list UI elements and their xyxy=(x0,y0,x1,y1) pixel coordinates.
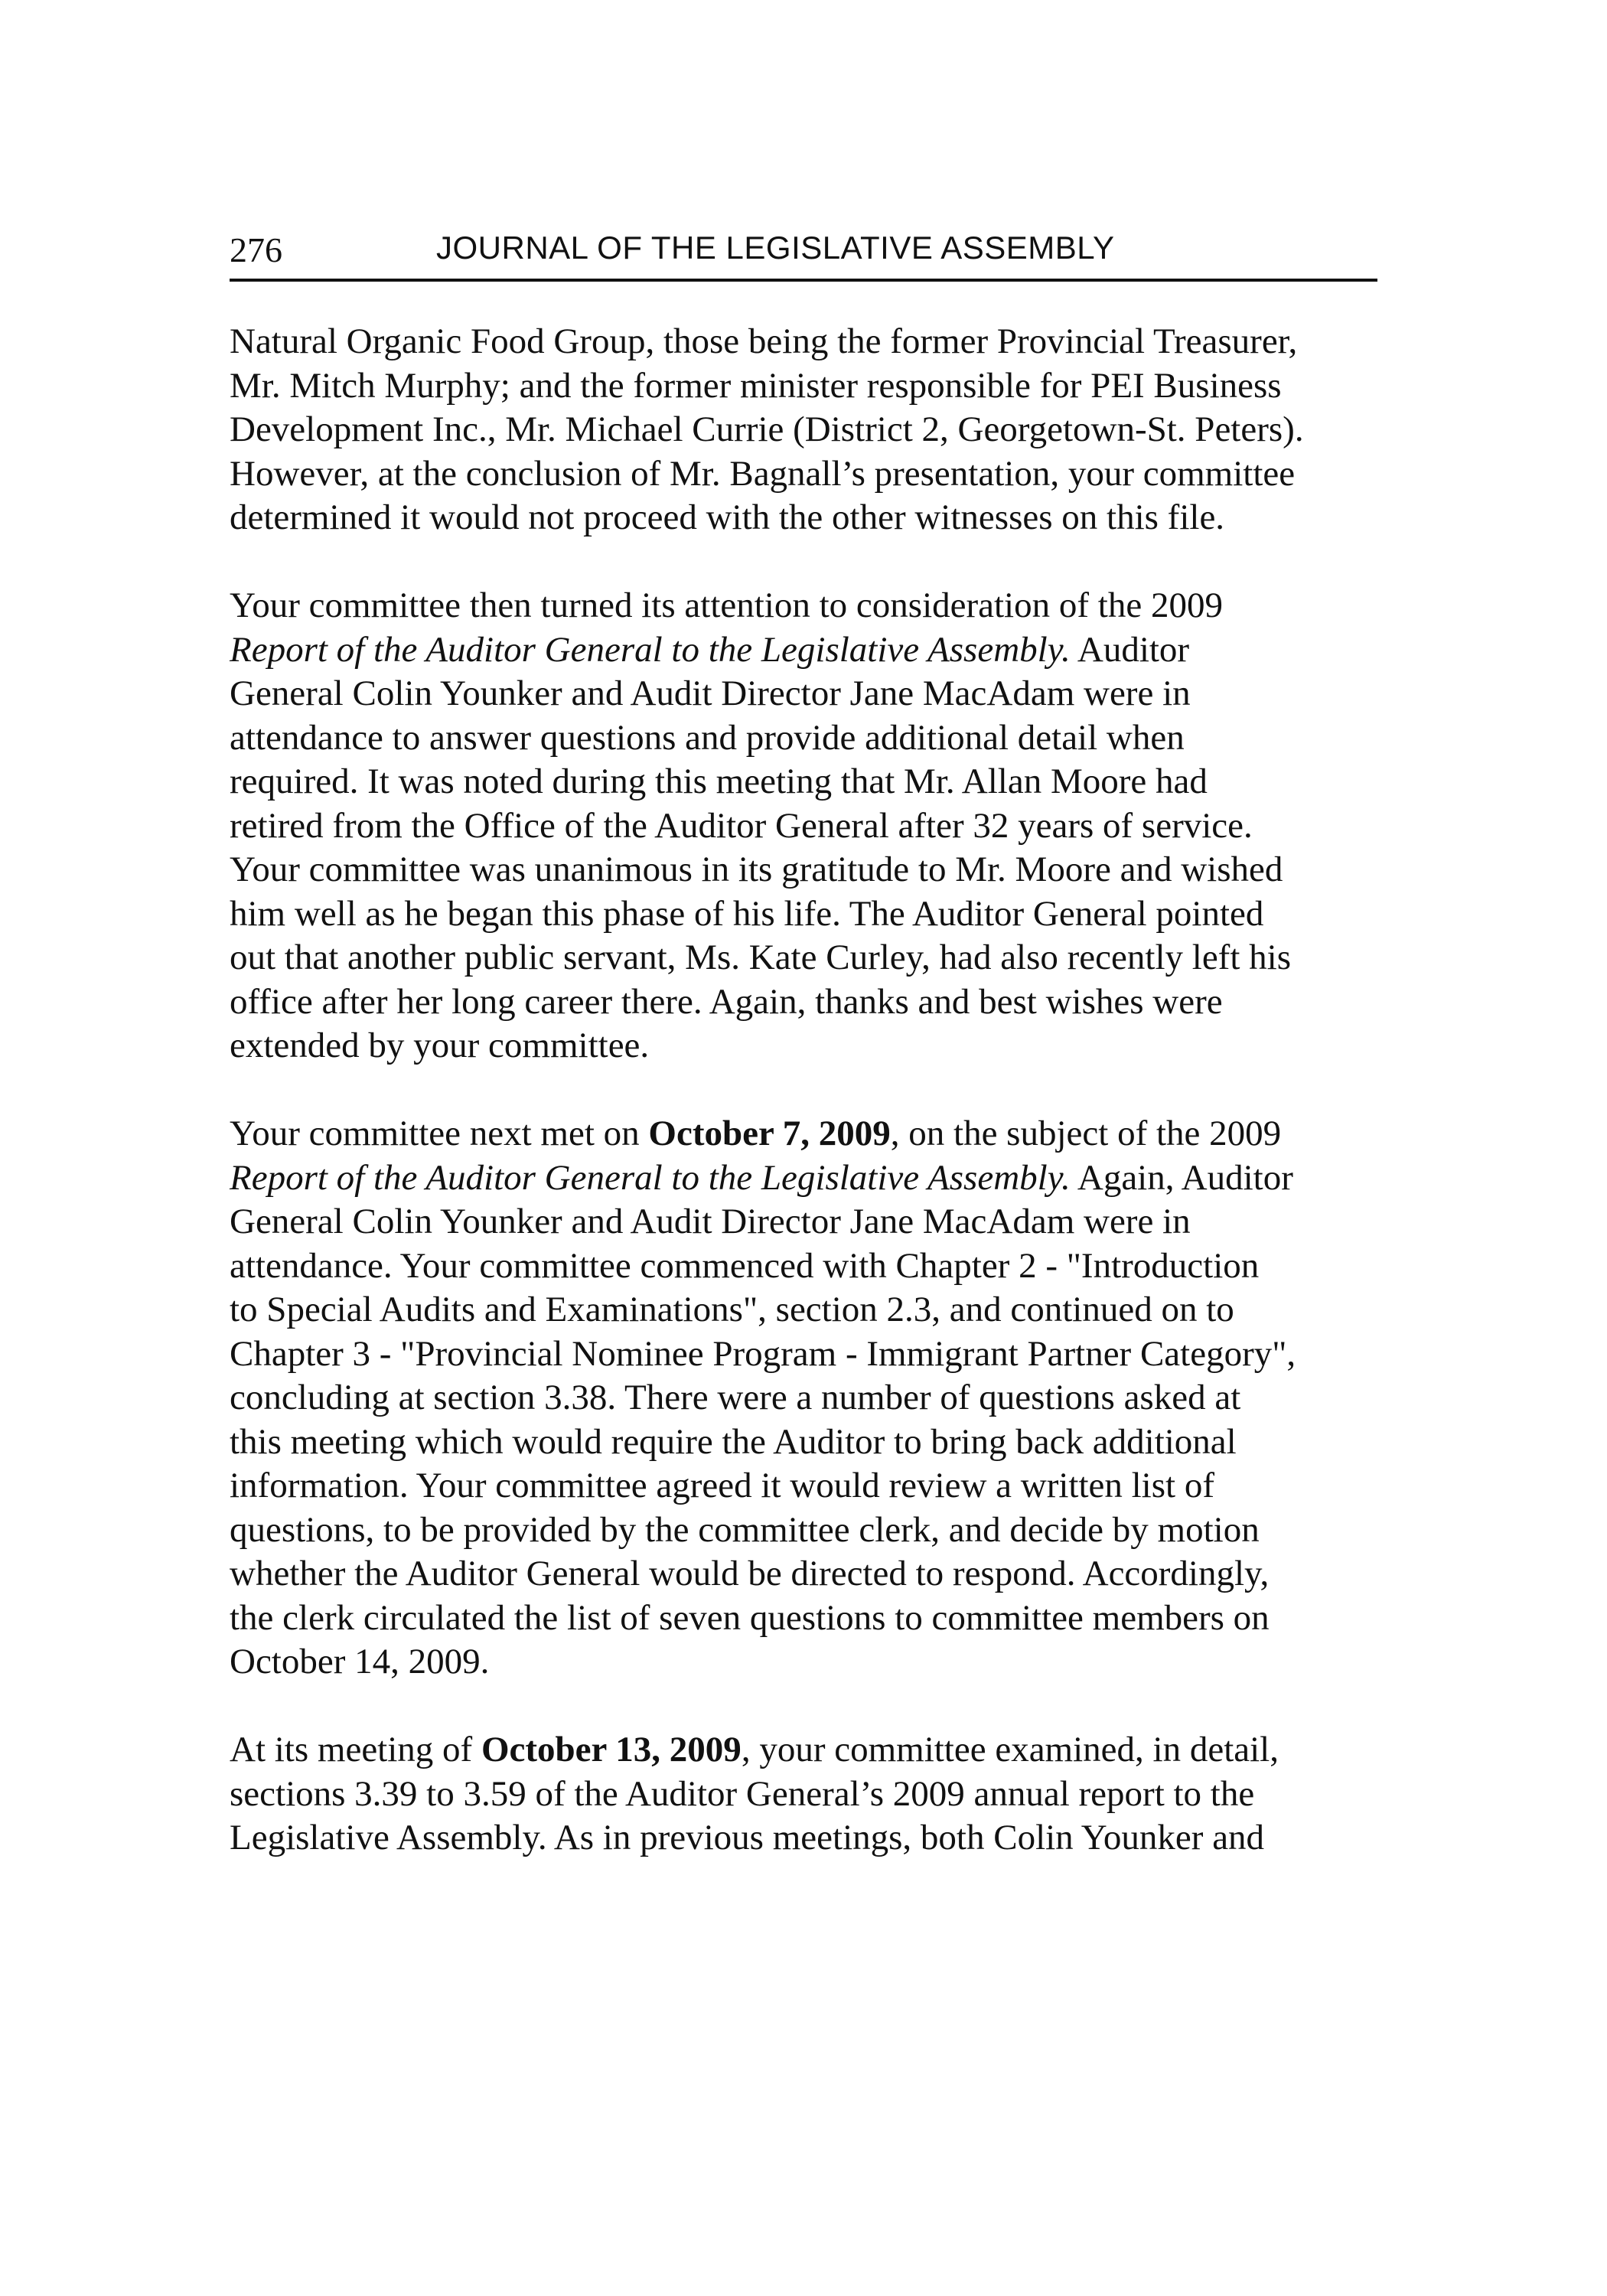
text-line: attendance. Your committee commenced with Chapter 2 - "Introduction xyxy=(230,1245,1260,1286)
text-line: this meeting which would require the Auditor to bring back additional xyxy=(230,1421,1237,1462)
text-line: determined it would not proceed with the other witnesses on this file. xyxy=(230,497,1225,537)
text-line: concluding at section 3.38. There were a number of questions asked at xyxy=(230,1378,1241,1417)
text-line: However, at the conclusion of Mr. Bagnall’s presentation, your committee xyxy=(230,453,1296,494)
text-line: Natural Organic Food Group, those being the former Provincial Treasurer, xyxy=(230,321,1298,361)
page-header xyxy=(230,223,1377,282)
text-line xyxy=(230,628,1393,673)
body-text xyxy=(230,320,1393,1904)
text-line: Legislative Assembly. As in previous meetings, both Colin Younker and xyxy=(230,1818,1265,1857)
report-title: Report of the Auditor General to the Legislative Assembly. xyxy=(230,629,1071,670)
text-line: out that another public servant, Ms. Kate Curley, had also recently left his xyxy=(230,938,1291,977)
text-line: sections 3.39 to 3.59 of the Auditor General’s 2009 annual report to the xyxy=(230,1773,1255,1814)
text-line: questions, to be provided by the committee clerk, and decide by motion xyxy=(230,1509,1260,1550)
text-run: At its meeting of xyxy=(230,1730,481,1769)
text-line: General Colin Younker and Audit Director Jane MacAdam were in xyxy=(230,1202,1191,1241)
text-run: , your committee examined, in detail, xyxy=(741,1730,1279,1769)
text-run: , on the subject of the 2009 xyxy=(890,1114,1282,1153)
paragraph-3 xyxy=(230,1112,1393,1684)
text-run: Auditor xyxy=(1070,629,1190,670)
page-number: 276 xyxy=(230,230,282,269)
meeting-date: October 7, 2009 xyxy=(648,1114,891,1153)
text-line: required. It was noted during this meeting that Mr. Allan Moore had xyxy=(230,762,1208,801)
text-line: office after her long career there. Again, thanks and best wishes were xyxy=(230,981,1223,1022)
text-line xyxy=(230,1728,1393,1773)
text-line: Development Inc., Mr. Michael Currie (District 2, Georgetown-St. Peters). xyxy=(230,409,1304,449)
running-head: JOURNAL OF THE LEGISLATIVE ASSEMBLY xyxy=(436,230,1115,266)
paragraph-4 xyxy=(230,1728,1393,1861)
text-line xyxy=(230,1112,1393,1156)
text-line: October 14, 2009. xyxy=(230,1642,490,1681)
meeting-date: October 13, 2009 xyxy=(481,1730,742,1769)
text-line: to Special Audits and Examinations", section 2.3, and continued on to xyxy=(230,1290,1234,1329)
text-line: Chapter 3 - "Provincial Nominee Program - Immigrant Partner Category", xyxy=(230,1333,1296,1374)
text-line: Your committee was unanimous in its gratitude to Mr. Moore and wished xyxy=(230,850,1283,889)
report-title: Report of the Auditor General to the Legislative Assembly. xyxy=(230,1157,1071,1198)
paragraph-2 xyxy=(230,584,1393,1068)
text-line: information. Your committee agreed it would review a written list of xyxy=(230,1466,1214,1505)
text-line: Your committee then turned its attention to consideration of the 2009 xyxy=(230,585,1223,625)
text-line: retired from the Office of the Auditor General after 32 years of service. xyxy=(230,805,1253,846)
text-line: Mr. Mitch Murphy; and the former minister responsible for PEI Business xyxy=(230,365,1282,406)
text-run: Your committee next met on xyxy=(230,1114,649,1153)
text-line: the clerk circulated the list of seven questions to committee members on xyxy=(230,1597,1270,1638)
text-line: whether the Auditor General would be directed to respond. Accordingly, xyxy=(230,1554,1270,1593)
text-run: Again, Auditor xyxy=(1070,1157,1293,1198)
paragraph-1 xyxy=(230,320,1393,540)
text-line xyxy=(230,1156,1393,1201)
text-line: him well as he began this phase of his life. The Auditor General pointed xyxy=(230,893,1264,934)
text-line: attendance to answer questions and provide additional detail when xyxy=(230,717,1185,758)
text-line: extended by your committee. xyxy=(230,1026,650,1065)
text-line: General Colin Younker and Audit Director Jane MacAdam were in xyxy=(230,673,1191,713)
